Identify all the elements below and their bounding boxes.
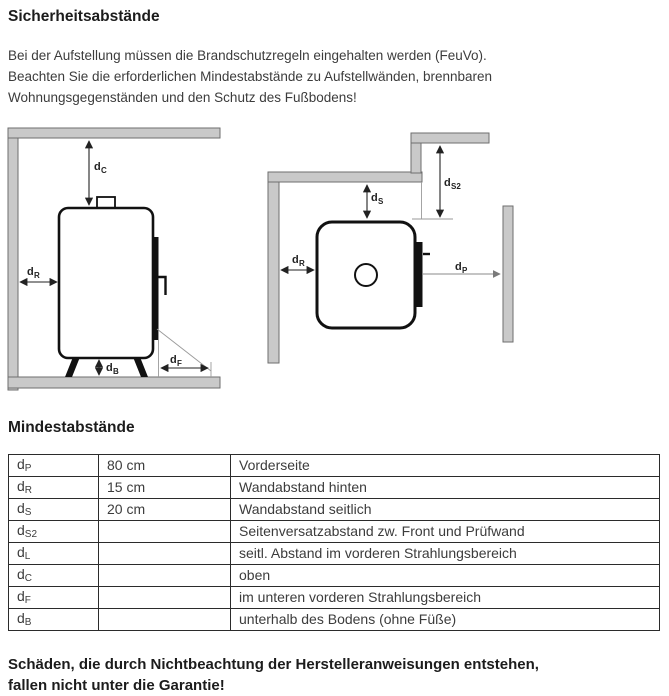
distance-description: oben [231, 565, 660, 587]
table-row [9, 565, 660, 587]
distance-symbol [9, 455, 99, 477]
symbol-subscript: L [24, 551, 31, 562]
svg-text:S: S [378, 197, 384, 206]
ds-label [371, 192, 384, 206]
db-label [106, 362, 119, 376]
svg-text:d: d [170, 354, 177, 366]
distance-symbol [9, 543, 99, 565]
svg-text:R: R [34, 271, 40, 280]
distance-symbol [9, 587, 99, 609]
svg-text:d: d [106, 362, 113, 374]
df-guides [157, 329, 211, 377]
symbol-subscript: P [24, 463, 32, 474]
intro-paragraph [8, 45, 663, 108]
dp-label [455, 261, 468, 275]
side-floor [8, 377, 220, 388]
stove-top-view-diagram [268, 133, 513, 363]
symbol-base: d [17, 500, 25, 516]
safety-distance-diagrams [0, 118, 669, 403]
min-distances-table [8, 454, 660, 631]
warning-line: Schäden, die durch Nichtbeachtung der Herstelleranweisungen entstehen, [8, 656, 539, 673]
side-ceiling [8, 128, 220, 138]
distance-value [99, 543, 231, 565]
symbol-base: d [17, 566, 25, 582]
svg-text:P: P [462, 266, 468, 275]
distance-value [99, 521, 231, 543]
distance-description: Seitenversatzabstand zw. Front und Prüfwand [231, 521, 660, 543]
distance-description: Wandabstand hinten [231, 477, 660, 499]
distance-description: unterhalb des Bodens (ohne Füße) [231, 609, 660, 631]
distance-description: Vorderseite [231, 455, 660, 477]
distance-value: 20 cm [99, 499, 231, 521]
intro-line: Wohnungsgegenständen und den Schutz des Fußbodens! [8, 90, 357, 105]
stove-leg-right [133, 357, 148, 377]
svg-text:B: B [113, 367, 119, 376]
offset-wall-connector [411, 143, 421, 173]
top-rear-wall [268, 172, 422, 182]
distance-symbol [9, 477, 99, 499]
symbol-base: d [17, 478, 25, 494]
symbol-base: d [17, 522, 25, 538]
stove-body-side [59, 208, 153, 358]
distance-value: 80 cm [99, 455, 231, 477]
top-left-wall [268, 172, 279, 363]
test-wall [503, 206, 513, 342]
symbol-base: d [17, 544, 25, 560]
stove-handle-side [158, 277, 166, 295]
table-row [9, 543, 660, 565]
symbol-subscript: F [24, 595, 31, 606]
svg-text:d: d [94, 161, 101, 173]
distance-description: im unteren vorderen Strahlungsbereich [231, 587, 660, 609]
symbol-subscript: R [24, 485, 33, 496]
stove-leg-left [65, 357, 80, 377]
symbol-base: d [17, 588, 25, 604]
stove-door-top [416, 242, 423, 307]
dr-top-label [292, 254, 305, 268]
ds2-label [444, 177, 461, 191]
table-title: Mindestabstände [8, 419, 135, 436]
svg-text:d: d [455, 261, 462, 273]
distance-symbol [9, 499, 99, 521]
table-row [9, 455, 660, 477]
svg-text:C: C [101, 166, 107, 175]
distance-symbol [9, 565, 99, 587]
table-row [9, 587, 660, 609]
distance-symbol [9, 521, 99, 543]
distance-value [99, 609, 231, 631]
symbol-base: d [17, 456, 25, 472]
svg-text:d: d [27, 266, 34, 278]
side-left-wall [8, 128, 18, 390]
distance-value: 15 cm [99, 477, 231, 499]
svg-text:F: F [177, 359, 182, 368]
symbol-subscript: C [24, 573, 33, 584]
table-row [9, 499, 660, 521]
svg-text:d: d [292, 254, 299, 266]
dc-label [94, 161, 107, 175]
intro-line: Bei der Aufstellung müssen die Brandschutzregeln eingehalten werden (FeuVo). [8, 48, 487, 63]
dr-label [27, 266, 40, 280]
svg-text:d: d [371, 192, 378, 204]
svg-text:R: R [299, 259, 305, 268]
stove-side-view-diagram [8, 128, 220, 390]
table-row [9, 609, 660, 631]
svg-text:d: d [444, 177, 451, 189]
symbol-base: d [17, 610, 25, 626]
symbol-subscript: B [24, 617, 32, 628]
flue-circle [355, 264, 377, 286]
distance-symbol [9, 609, 99, 631]
table-row [9, 477, 660, 499]
distance-value [99, 565, 231, 587]
warning-line: fallen nicht unter die Garantie! [8, 677, 225, 694]
distance-description: seitl. Abstand im vorderen Strahlungsbereich [231, 543, 660, 565]
intro-line: Beachten Sie die erforderlichen Mindestabstände zu Aufstellwänden, brennbaren [8, 69, 493, 84]
df-label [170, 354, 182, 368]
offset-wall [411, 133, 489, 143]
page-title: Sicherheitsabstände [8, 8, 160, 25]
svg-text:S2: S2 [451, 182, 461, 191]
symbol-subscript: S2 [24, 529, 38, 540]
warranty-warning [8, 654, 663, 696]
distance-description: Wandabstand seitlich [231, 499, 660, 521]
table-row [9, 521, 660, 543]
symbol-subscript: S [24, 507, 32, 518]
stove-door-side [152, 237, 159, 340]
distance-value [99, 587, 231, 609]
